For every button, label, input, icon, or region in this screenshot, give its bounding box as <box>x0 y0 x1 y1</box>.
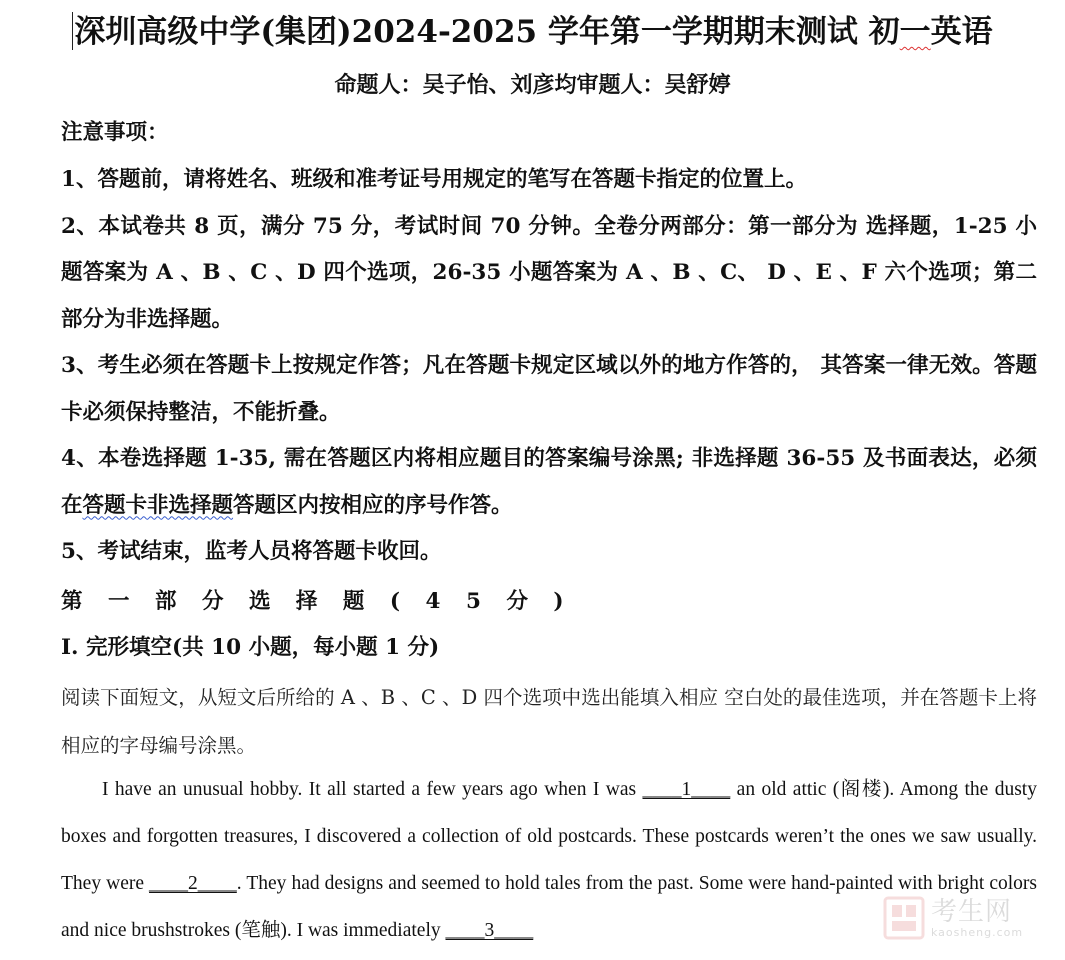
passage-text-1: I have an unusual hobby. It all started a few years ago when I was <box>102 779 643 800</box>
blank-1: ____1____ <box>642 779 731 800</box>
page-title <box>0 10 1065 54</box>
notes-heading: 注意事项： <box>61 120 169 145</box>
kaosheng-logo-icon <box>883 896 925 940</box>
title-tail-pre: 初 <box>868 14 900 50</box>
watermark <box>883 894 1043 942</box>
blank-3: ____3____ <box>445 920 534 941</box>
note-item-1: 1、答题前，请将姓名、班级和准考证号用规定的笔写在答题卡指定的位置上。 <box>61 167 807 192</box>
note-item-4 <box>61 436 1037 529</box>
watermark-text <box>931 896 1024 939</box>
passage-text-3: . They had designs and seemed to hold tales from the past. Some were hand-painted with bright colors and nice brushstrokes (笔触). I was immediately <box>61 873 1037 941</box>
authors-line: 命题人：吴子怡、刘彦均审题人：吴舒婷 <box>334 72 731 98</box>
blank-2: ____2____ <box>149 873 237 894</box>
spellcheck-flag: 一 <box>899 14 931 50</box>
title-tail-post: 英语 <box>930 14 993 50</box>
passage-text-2: an old attic (阁楼). Among the dusty boxes and forgotten treasures, I discovered a collection of old postcards. These postcards weren’t the ones we saw usually. They were <box>61 779 1037 894</box>
watermark-en: kaosheng.com <box>931 925 1024 939</box>
watermark-cn: 考生网 <box>931 896 1013 927</box>
note-item-4-post: 答题区内按相应的序号作答。 <box>233 492 513 518</box>
cloze-instructions: 阅读下面短文，从短文后所给的 A 、B 、C 、D 四个选项中选出能填入相应 空白处的最佳选项，并在答题卡上将相应的字母编号涂黑。 <box>61 686 1037 757</box>
note-item-4-pre: 4、本卷选择题 1-35, 需在答题区内将相应题目的答案编号涂黑; 非选择题 36-55 及书面表达，必须在 <box>61 446 1037 518</box>
grammar-flag: 答题卡非选择题 <box>82 492 234 518</box>
note-item-3: 3、考生必须在答题卡上按规定作答；凡在答题卡规定区域以外的地方作答的， 其答案一律无效。答题卡必须保持整洁，不能折叠。 <box>61 353 1037 425</box>
title-main: 深圳高级中学(集团)2024-2025 学年第一学期期末测试 <box>74 14 869 50</box>
note-item-5: 5、考试结束，监考人员将答题卡收回。 <box>61 539 442 564</box>
note-item-2: 2、本试卷共 8 页，满分 75 分，考试时间 70 分钟。全卷分两部分：第一部分为 选择题，1-25 小题答案为 A 、B 、C 、D 四个选项，26-35 小题答案为 A 、B 、C、 D 、E 、F 六个选项；第二部分为非选择题。 <box>61 213 1037 332</box>
notes-list <box>61 157 1037 576</box>
part-title: I. 完形填空(共 10 小题，每小题 1 分) <box>61 635 440 660</box>
section-title: 第 一 部 分 选 择 题 ( 4 5 分 ) <box>61 589 573 614</box>
